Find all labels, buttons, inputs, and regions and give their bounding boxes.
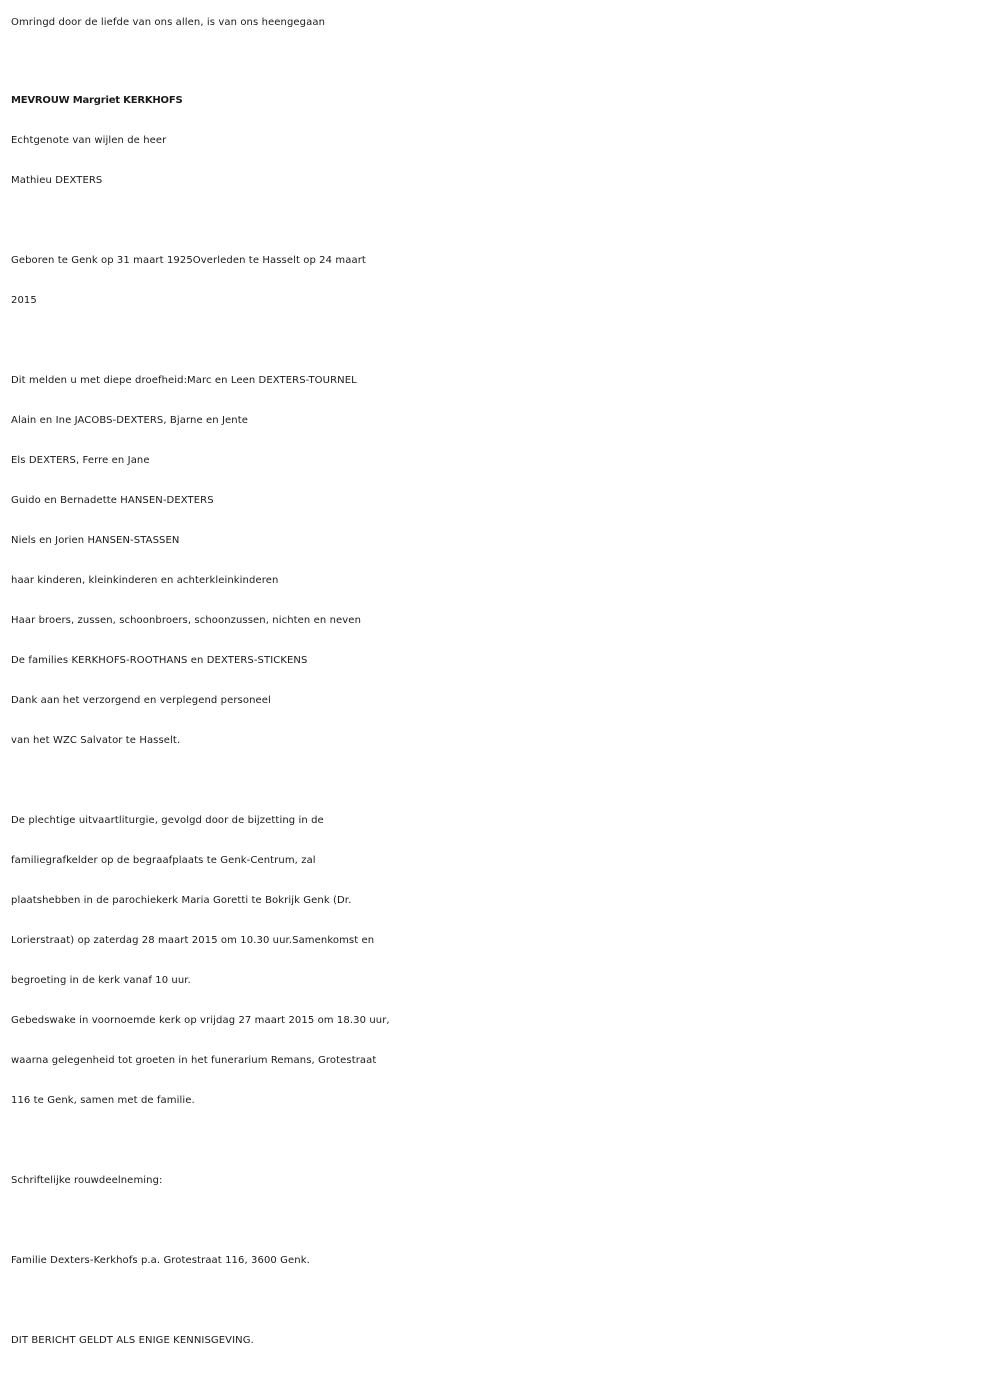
funeral-line: waarna gelegenheid tot groeten in het funerarium Remans, Grotestraat: [11, 1055, 377, 1066]
birth-death-line: 2015: [11, 295, 37, 306]
funeral-line: Lorierstraat) op zaterdag 28 maart 2015 om 10.30 uur.Samenkomst en: [11, 935, 375, 946]
funeral-line: De plechtige uitvaartliturgie, gevolgd door de bijzetting in de: [11, 815, 324, 826]
mourner-line: Alain en Ine JACOBS-DEXTERS, Bjarne en Jente: [11, 415, 248, 426]
mourner-line: van het WZC Salvator te Hasselt.: [11, 735, 181, 746]
spacer: [11, 1121, 1000, 1161]
spouse-line: Mathieu DEXTERS: [11, 175, 103, 186]
spacer: [11, 1201, 1000, 1241]
mourner-line: De families KERKHOFS-ROOTHANS en DEXTERS-STICKENS: [11, 655, 308, 666]
mourner-line: Guido en Bernadette HANSEN-DEXTERS: [11, 495, 214, 506]
condolence-label: Schriftelijke rouwdeelneming:: [11, 1175, 163, 1186]
spacer: [11, 761, 1000, 801]
mourner-line: haar kinderen, kleinkinderen en achterkleinkinderen: [11, 575, 279, 586]
mourner-line: Dank aan het verzorgend en verplegend personeel: [11, 695, 271, 706]
funeral-line: plaatshebben in de parochiekerk Maria Goretti te Bokrijk Genk (Dr.: [11, 895, 352, 906]
funeral-line: 116 te Genk, samen met de familie.: [11, 1095, 195, 1106]
intro-text: Omringd door de liefde van ons allen, is van ons heengegaan: [11, 17, 326, 28]
spacer: [11, 321, 1000, 361]
mourner-line: Els DEXTERS, Ferre en Jane: [11, 455, 150, 466]
family-address: Familie Dexters-Kerkhofs p.a. Grotestraat 116, 3600 Genk.: [11, 1255, 310, 1266]
mourner-line: Dit melden u met diepe droefheid:Marc en Leen DEXTERS-TOURNEL: [11, 375, 357, 386]
spacer: [11, 201, 1000, 241]
deceased-name: MEVROUW Margriet KERKHOFS: [11, 95, 183, 106]
mourner-line: Niels en Jorien HANSEN-STASSEN: [11, 535, 180, 546]
spacer: [11, 1281, 1000, 1321]
funeral-line: Gebedswake in voornoemde kerk op vrijdag 27 maart 2015 om 18.30 uur,: [11, 1015, 390, 1026]
mourner-line: Haar broers, zussen, schoonbroers, schoonzussen, nichten en neven: [11, 615, 362, 626]
funeral-line: begroeting in de kerk vanaf 10 uur.: [11, 975, 191, 986]
birth-death-line: Geboren te Genk op 31 maart 1925Overleden te Hasselt op 24 maart: [11, 255, 366, 266]
spouse-line: Echtgenote van wijlen de heer: [11, 135, 167, 146]
funeral-line: familiegrafkelder op de begraafplaats te Genk-Centrum, zal: [11, 855, 316, 866]
closing-statement: DIT BERICHT GELDT ALS ENIGE KENNISGEVING.: [11, 1335, 254, 1346]
